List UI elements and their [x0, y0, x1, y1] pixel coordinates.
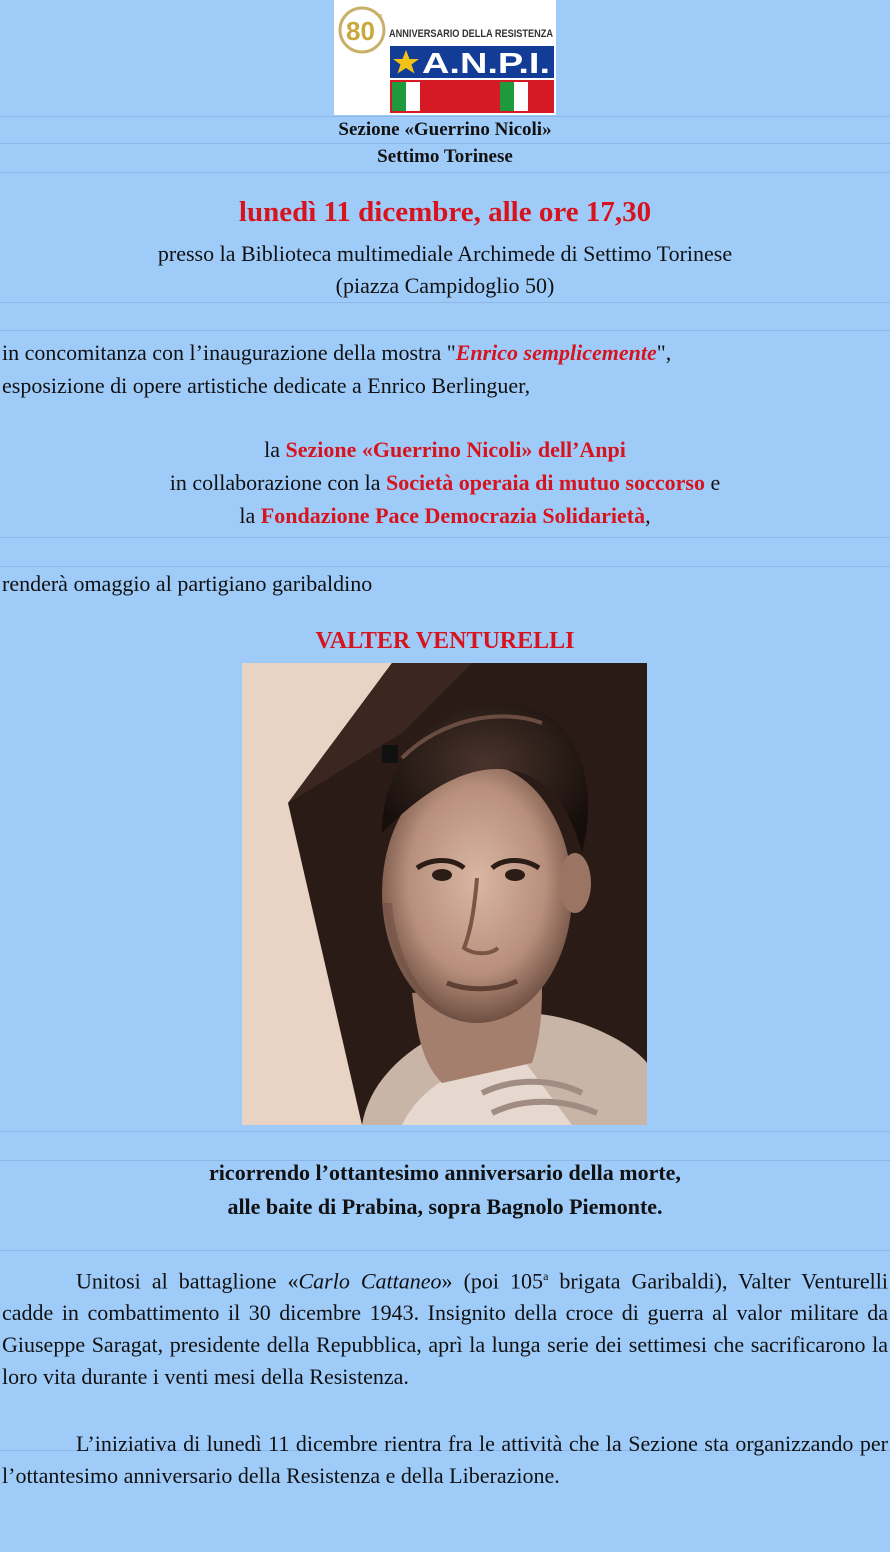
rule	[0, 116, 890, 117]
organizer-2-suffix: e	[704, 470, 721, 495]
organizer-line-3	[0, 503, 890, 529]
bio-paragraph	[2, 1260, 888, 1393]
organizer-3-suffix: ,	[645, 503, 651, 528]
battalion-name: Carlo Cattaneo	[298, 1268, 442, 1294]
rule	[0, 1250, 890, 1251]
organizer-2-prefix: in collaborazione con la	[169, 470, 386, 495]
rule	[0, 302, 890, 303]
intro-text-before: in concomitanza con l’inaugurazione della mostra "	[2, 340, 456, 365]
section-name: Sezione «Guerrino Nicoli»	[338, 119, 552, 140]
organizer-line-1	[0, 437, 890, 463]
organizer-1-prefix: la	[264, 437, 286, 462]
logo-number: 80	[346, 16, 375, 46]
intro-paragraph	[2, 336, 888, 402]
event-venue: presso la Biblioteca multimediale Archimede di Settimo Torinese	[157, 241, 733, 266]
logo-org-text: A.N.P.I.	[422, 48, 550, 80]
bio-text-c: brigata Garibaldi), Valter Venturelli cadde in combattimento il 30 dicembre 1943. Insignito della croce di guerra al valor militare da Giuseppe Saragat, presidente della Repubblica, aprì la lunga serie dei settimesi che sacrificarono la loro vita durante i venti mesi della Resistenza.	[2, 1268, 888, 1390]
portrait-graphic	[242, 663, 647, 1125]
rule	[0, 330, 890, 331]
logo-anniversary-text: ANNIVERSARIO DELLA RESISTENZA	[389, 28, 553, 40]
intro-text-after: ",	[656, 340, 672, 365]
intro-line-2: esposizione di opere artistiche dedicate a Enrico Berlinguer,	[2, 373, 531, 398]
bio-text-b: » (poi 105	[441, 1268, 544, 1294]
organizer-2-name: Società operaia di mutuo soccorso	[386, 470, 705, 495]
logo-degree: °	[378, 11, 383, 25]
rule	[0, 143, 890, 144]
anniversary-line-2: alle baite di Prabina, sopra Bagnolo Piemonte.	[227, 1194, 663, 1219]
exhibit-title: Enrico semplicemente	[455, 340, 657, 365]
rule	[0, 537, 890, 538]
event-address: (piazza Campidoglio 50)	[335, 273, 555, 298]
portrait-photo	[242, 663, 647, 1125]
organizer-line-2	[0, 470, 890, 496]
anpi-80-logo	[334, 0, 556, 115]
organizer-3-name: Fondazione Pace Democrazia Solidarietà	[260, 503, 646, 528]
anpi-logo-graphic	[334, 0, 556, 115]
closing-paragraph: L’iniziativa di lunedì 11 dicembre rientra fra le attività che la Sezione sta organizzando per l’ottantesimo anniversario della Resistenza e della Liberazione.	[2, 1431, 888, 1488]
section-city: Settimo Torinese	[377, 146, 513, 167]
bio-text-a: Unitosi al battaglione «	[76, 1268, 299, 1294]
rule	[0, 1131, 890, 1132]
organizer-3-prefix: la	[239, 503, 261, 528]
rule	[0, 172, 890, 173]
tribute-line: renderà omaggio al partigiano garibaldino	[2, 571, 373, 596]
event-date: lunedì 11 dicembre, alle ore 17,30	[238, 196, 652, 228]
ordinal-sup: a	[543, 1269, 549, 1283]
honoree-name: VALTER VENTURELLI	[315, 628, 575, 654]
anniversary-line-1: ricorrendo l’ottantesimo anniversario della morte,	[209, 1160, 681, 1185]
organizer-1-name: Sezione «Guerrino Nicoli» dell’Anpi	[285, 437, 626, 462]
